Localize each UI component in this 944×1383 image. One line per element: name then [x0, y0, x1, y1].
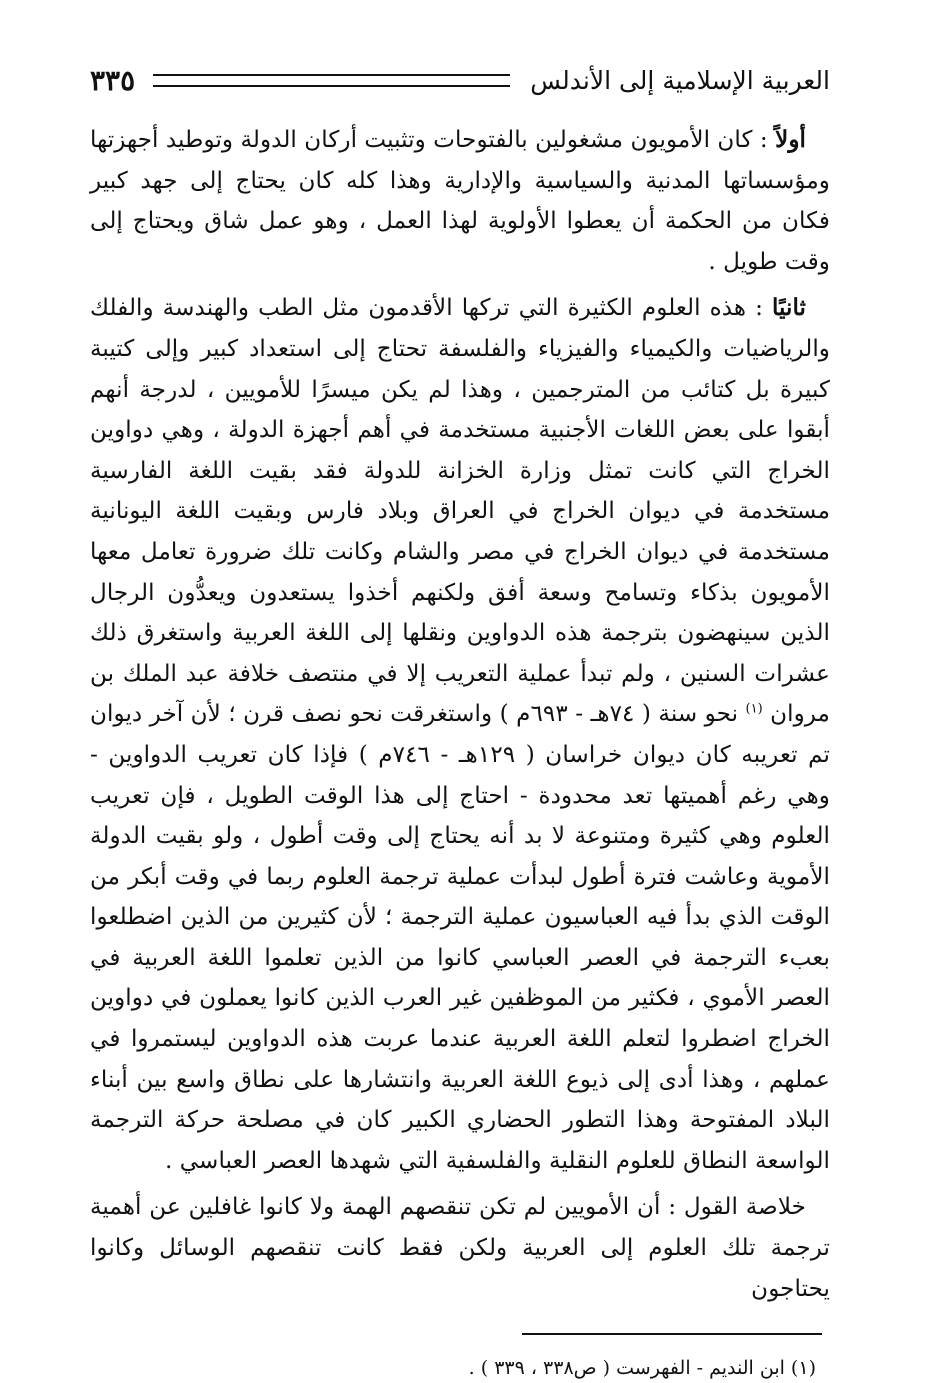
- body-text: [90, 120, 830, 1309]
- footnote: (١) ابن النديم - الفهرست ( ص٣٣٨ ، ٣٣٩ ) .: [468, 1357, 816, 1380]
- paragraph-first: [90, 120, 830, 282]
- running-title: العربية الإسلامية إلى الأندلس: [530, 65, 830, 95]
- page-number: ٣٣٥: [90, 63, 136, 97]
- paragraph-lead-second: ثانيًا: [771, 294, 806, 322]
- paragraph-text-first: : كان الأمويون مشغولين بالفتوحات وتثبيت أركان الدولة وتوطيد أجهزتها ومؤسساتها المدنية والسياسية والإدارية وهذا كله كان يحتاج إلى جهد كبير فكان من الحكمة أن يعطوا الأولوية لهذا العمل ، وهو عمل شاق ويحتاج إلى وقت طويل .: [90, 126, 830, 275]
- paragraph-text-second-part-two: نحو سنة ( ٧٤هـ - ٦٩٣م ) واستغرقت نحو نصف قرن ؛ لأن آخر ديوان تم تعريبه كان ديوان خراسان ( ١٢٩هـ - ٧٤٦م ) فإذا كان تعريب الدواوين - وهي رغم أهميتها تعد محدودة - احتاج إلى هذا الوقت الطويل ، فإن تعريب العلوم وهي كثيرة ومتنوعة لا بد أنه يحتاج إلى وقت أطول ، ولو بقيت الدولة الأموية وعاشت فترة أطول لبدأت عملية ترجمة العلوم ربما في وقت أبكر من الوقت الذي بدأ فيه العباسيون عملية الترجمة ؛ لأن كثيرين من الذين اضطلعوا بعبء الترجمة في العصر العباسي كانوا من الذين تعلموا اللغة العربية في العصر الأموي ، فكثير من الموظفين غير العرب الذين كانوا يعملون في دواوين الخراج اضطروا لتعلم اللغة العربية عندما عربت هذه الدواوين ليستمروا في عملهم ، وهذا أدى إلى ذيوع اللغة العربية وانتشارها على نطاق واسع بين أبناء البلاد المفتوحة وهذا التطور الحضاري الكبير كان في مصلحة حركة الترجمة الواسعة النطاق للعلوم النقلية والفلسفية التي شهدها العصر العباسي .: [90, 700, 830, 1174]
- header-double-rule: [153, 74, 510, 87]
- paragraph-text-second-part-one: : هذه العلوم الكثيرة التي تركها الأقدمون مثل الطب والهندسة والفلك والرياضيات والكيمياء والفيزياء والفلسفة تحتاج إلى استعداد كبير وإلى كتيبة كبيرة بل كتائب من المترجمين ، وهذا لم يكن ميسرًا للأمويين ، لدرجة أنهم أبقوا على بعض اللغات الأجنبية مستخدمة في أهم أجهزة الدولة ، وهي دواوين الخراج التي كانت تمثل وزارة الخزانة للدولة فقد بقيت اللغة الفارسية مستخدمة في ديوان الخراج في العراق وبلاد فارس وبقيت اللغة اليونانية مستخدمة في ديوان الخراج في مصر والشام وكانت تلك ضرورة تعامل معها الأمويون بذكاء وتسامح وسعة أفق ولكنهم أخذوا يستعدون ويعدُّون الرجال الذين سينهضون بترجمة هذه الدواوين ونقلها إلى اللغة العربية واستغرق ذلك عشرات السنين ، ولم تبدأ عملية التعريب إلا في منتصف خلافة عبد الملك بن مروان: [90, 294, 830, 728]
- book-page: [90, 48, 830, 1380]
- paragraph-text-conclusion: خلاصة القول : أن الأمويين لم تكن تنقصهم الهمة ولا كانوا غافلين عن أهمية ترجمة تلك العلوم إلى العربية ولكن فقط كانت تنقصهم الوسائل وكانوا يحتاجون: [90, 1193, 830, 1302]
- running-header: [90, 48, 830, 112]
- paragraph-second: [90, 288, 830, 1181]
- paragraph-lead-first: أولاً: [775, 126, 806, 153]
- footnote-rule: [522, 1333, 822, 1335]
- paragraph-conclusion: [90, 1187, 830, 1309]
- footnote-marker: (١): [745, 701, 763, 717]
